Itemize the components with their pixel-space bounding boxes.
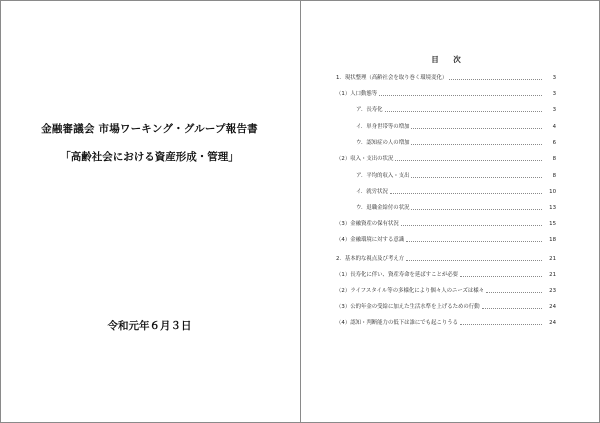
toc-entry-page: 8 [552,173,556,179]
toc-entry-label: （2）ライフスタイル等の多様化により個々人のニーズは様々 [336,288,485,294]
toc-entry-page: 3 [552,75,556,81]
report-subtitle: 「高齢社会における資産形成・管理」 [60,151,239,163]
toc-entry[interactable] [336,285,556,295]
toc-entry-page: 21 [549,272,556,278]
toc-entry-label: ウ．認知症の人の増加 [356,140,410,146]
toc-entry-page: 4 [552,124,556,130]
toc-entry[interactable] [336,88,556,98]
toc-leader [411,209,542,210]
toc-entry-page: 3 [552,107,556,113]
toc-entry[interactable] [356,170,556,180]
toc-entry-label: （2）収入・支出の状況 [336,156,394,162]
toc-entry[interactable] [356,104,556,114]
toc-entry-label: （1）長寿化に伴い、資産寿命を延ばすことが必要 [336,272,459,278]
toc-leader [482,308,542,309]
toc-entry-label: イ．就労状況 [356,189,388,195]
toc-entry[interactable] [356,121,556,131]
toc-entry[interactable] [336,269,556,279]
toc-entry-label: 1．現状整理（高齢社会を取り巻く環境変化） [336,75,448,81]
toc-leader [406,260,542,261]
toc-entry-page: 13 [549,205,556,211]
toc-entry-page: 18 [549,237,556,243]
toc-entry-page: 24 [549,320,556,326]
toc-entry-label: ア．平均的収入・支出 [356,173,410,179]
toc-leader [460,276,542,277]
toc-entry-page: 15 [549,221,556,227]
toc-entry[interactable] [356,137,556,147]
toc-leader [401,225,542,226]
toc-entry[interactable] [356,186,556,196]
toc-entry[interactable] [336,253,556,263]
toc-entry[interactable] [356,202,556,212]
toc-entry[interactable] [336,72,556,82]
report-title: 金融審議会 市場ワーキング・グループ報告書 [41,123,258,135]
toc-entry-label: イ．単身世帯等の増加 [356,124,410,130]
toc-leader [406,241,542,242]
toc-entry-page: 24 [549,304,556,310]
cover-page [1,1,300,422]
toc-entry-page: 8 [552,156,556,162]
toc-entry-label: ウ．退職金給付の状況 [356,205,410,211]
toc-entry-label: （4）金融環境に対する意識 [336,237,405,243]
toc-entry-label: ア．長寿化 [356,107,383,113]
toc-leader [385,111,542,112]
toc-entry[interactable] [336,301,556,311]
toc-leader [411,177,542,178]
report-date: 令和元年６月３日 [107,320,192,332]
toc-leader [449,79,542,80]
toc-heading: 目 次 [431,55,467,64]
toc-leader [411,144,542,145]
toc-entry[interactable] [336,218,556,228]
toc-entry-label: （3）金融資産の保有状況 [336,221,399,227]
toc-entry-page: 3 [552,91,556,97]
toc-entry-page: 21 [549,256,556,262]
toc-entry-label: （4）認知・判断能力の低下は誰にでも起こりうる [336,320,459,326]
toc-entry[interactable] [336,153,556,163]
toc-leader [460,324,542,325]
toc-entry-page: 23 [549,288,556,294]
toc-entry-label: （1）人口動態等 [336,91,378,97]
table-of-contents [300,0,598,421]
toc-leader [379,95,542,96]
toc-entry-page: 10 [549,189,556,195]
toc-entry-page: 6 [552,140,556,146]
toc-entry[interactable] [336,234,556,244]
toc-leader [395,160,542,161]
toc-leader [486,292,542,293]
toc-leader [390,193,542,194]
toc-entry[interactable] [336,317,556,327]
toc-entry-label: （3）公的年金の受給に加えた生活水準を上げるための行動 [336,304,480,310]
toc-entry-label: 2．基本的な視点及び考え方 [336,256,405,262]
toc-leader [411,128,542,129]
